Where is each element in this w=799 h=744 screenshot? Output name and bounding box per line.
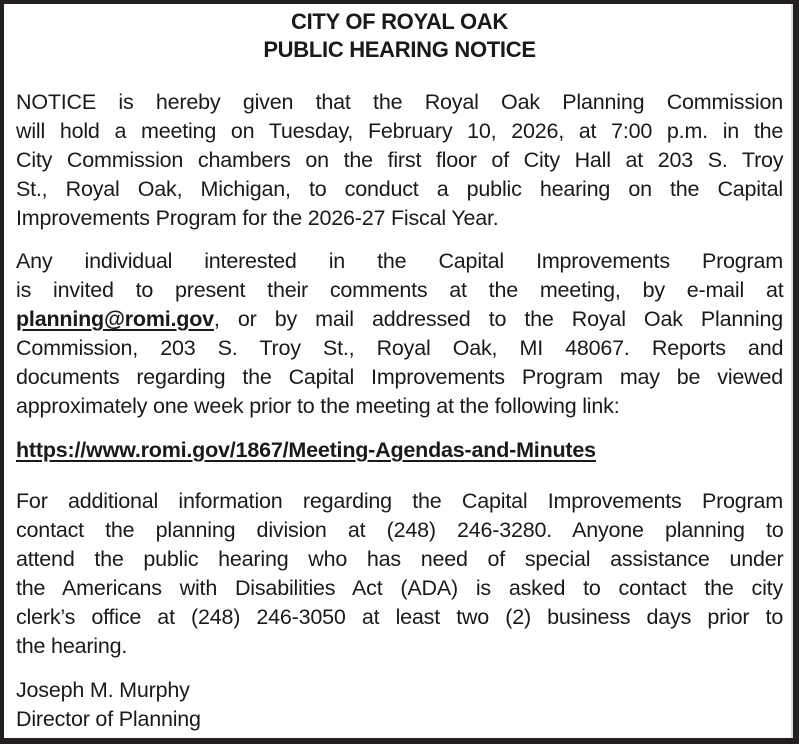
paragraph-line: Improvements Program for the 2026-27 Fiscal Year. [16, 206, 499, 230]
paragraph-line: is invited to present their comments at the meeting, by e-mail at [16, 278, 784, 302]
paragraph-line: approximately one week prior to the meeting at the following link: [16, 394, 620, 418]
paragraph-line: documents regarding the Capital Improvements Program may be viewed [16, 365, 783, 389]
notice-title-city: CITY OF ROYAL OAK [291, 9, 508, 34]
paragraph-line: the Americans with Disabilities Act (ADA) is asked to contact the city [16, 576, 783, 600]
signature-block [16, 676, 783, 734]
paragraph-line: the hearing. [16, 634, 128, 658]
paragraph-line: contact the planning division at (248) 246-3280. Anyone planning to [16, 518, 784, 542]
meeting-agendas-link[interactable]: https://www.romi.gov/1867/Meeting-Agendas-and-Minutes [16, 438, 596, 462]
paragraph-line: will hold a meeting on Tuesday, February 10, 2026, at 7:00 p.m. in the [16, 119, 784, 143]
email-link[interactable]: planning@romi.gov [16, 307, 214, 331]
paragraph-meeting-notice [16, 88, 783, 233]
paragraph-line-email [16, 305, 783, 334]
paragraph-line: Commission, 203 S. Troy St., Royal Oak, MI 48067. Reports and [16, 336, 784, 360]
paragraph-comments [16, 247, 783, 421]
paragraph-line: For additional information regarding the Capital Improvements Program [16, 489, 783, 513]
paragraph-text: , or by mail addressed to the Royal Oak Planning [213, 307, 783, 331]
paragraph-line: clerk’s office at (248) 246-3050 at least two (2) business days prior to [16, 605, 784, 629]
paragraph-line: attend the public hearing who has need of special assistance under [16, 547, 784, 571]
signature-name: Joseph M. Murphy [16, 678, 190, 702]
public-hearing-notice [16, 4, 783, 734]
paragraph-line: Any individual interested in the Capital Improvements Program [16, 249, 783, 273]
paragraph-additional-info [16, 487, 783, 661]
notice-title-heading: PUBLIC HEARING NOTICE [263, 37, 536, 62]
paragraph-line: St., Royal Oak, Michigan, to conduct a public hearing on the Capital [16, 177, 783, 201]
paragraph-line: City Commission chambers on the first floor of City Hall at 203 S. Troy [16, 148, 784, 172]
paragraph-line: NOTICE is hereby given that the Royal Oak Planning Commission [16, 90, 783, 114]
signature-title: Director of Planning [16, 707, 201, 731]
agenda-link-line [16, 436, 783, 465]
notice-frame [4, 4, 793, 738]
